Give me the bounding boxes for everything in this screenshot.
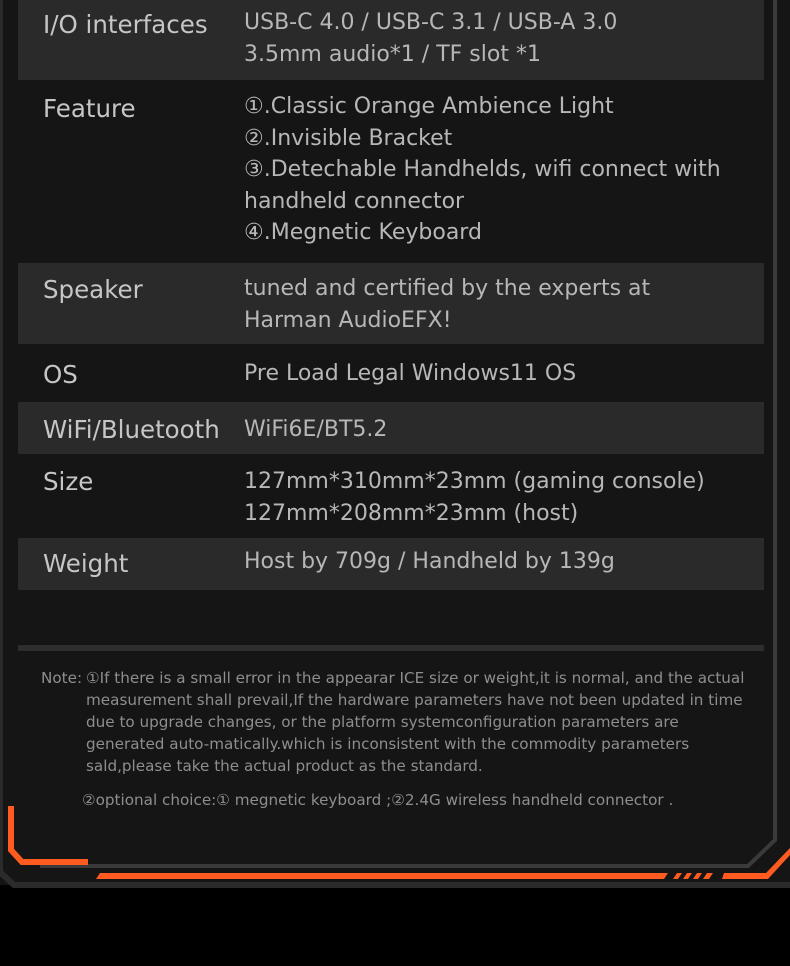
frame-bottom-accent	[96, 873, 668, 879]
spec-value-line: ①.Classic Orange Ambience Light	[244, 94, 614, 119]
spec-value-line: 3.5mm audio*1 / TF slot *1	[244, 41, 541, 67]
spec-value-line: ②.Invisible Bracket	[244, 125, 453, 151]
spec-value-line: Host by 709g / Handheld by 139g	[244, 549, 615, 574]
frame-right-accent	[722, 848, 790, 879]
spec-value-line: ③.Detechable Handhelds, wifi connect with	[244, 157, 721, 182]
spec-label-io: I/O interfaces	[43, 10, 208, 39]
spec-label-speaker: Speaker	[43, 275, 143, 304]
spec-value-line: Pre Load Legal Windows11 OS	[244, 361, 577, 386]
frame-stripe	[703, 873, 713, 879]
spec-value-line: 127mm*310mm*23mm (gaming console)	[244, 469, 705, 494]
note-line: ①If there is a small error in the appearar ICE size or weight,it is normal, and the actual	[86, 669, 745, 687]
spec-label-os: OS	[43, 360, 78, 389]
spec-value-line: Harman AudioEFX!	[244, 307, 452, 333]
spec-value-line: ④.Megnetic Keyboard	[244, 220, 482, 245]
spec-value-line: 127mm*208mm*23mm (host)	[244, 500, 579, 526]
spec-label-size: Size	[43, 467, 94, 496]
frame-stripe	[693, 873, 702, 879]
frame-stripe	[683, 873, 692, 879]
note-line: generated auto-matically.which is inconsistent with the commodity parameters	[86, 735, 690, 753]
note-line: due to upgrade changes, or the platform systemconfiguration parameters are	[86, 713, 679, 731]
note-optional-choice: ②optional choice:① megnetic keyboard ;②2.4G wireless handheld connector .	[82, 791, 674, 809]
spec-value-line: tuned and certified by the experts at	[244, 276, 651, 301]
spec-value-line: WiFi6E/BT5.2	[244, 417, 388, 442]
spec-value-line: handheld connector	[244, 188, 465, 214]
spec-label-feature: Feature	[43, 94, 136, 123]
note-line: sald,please take the actual product as the standard.	[86, 757, 483, 775]
spec-value-line: USB-C 4.0 / USB-C 3.1 / USB-A 3.0	[244, 10, 618, 35]
note-prefix: Note:	[41, 669, 83, 687]
note-line: measurement shall prevail,If the hardware parameters have not been updated in time	[86, 691, 743, 709]
frame-stripe	[673, 873, 682, 879]
spec-label-weight: Weight	[43, 549, 129, 578]
spec-label-wifi: WiFi/Bluetooth	[43, 415, 220, 444]
frame-inner-edge	[40, 0, 775, 866]
frame-left-accent	[11, 806, 88, 862]
